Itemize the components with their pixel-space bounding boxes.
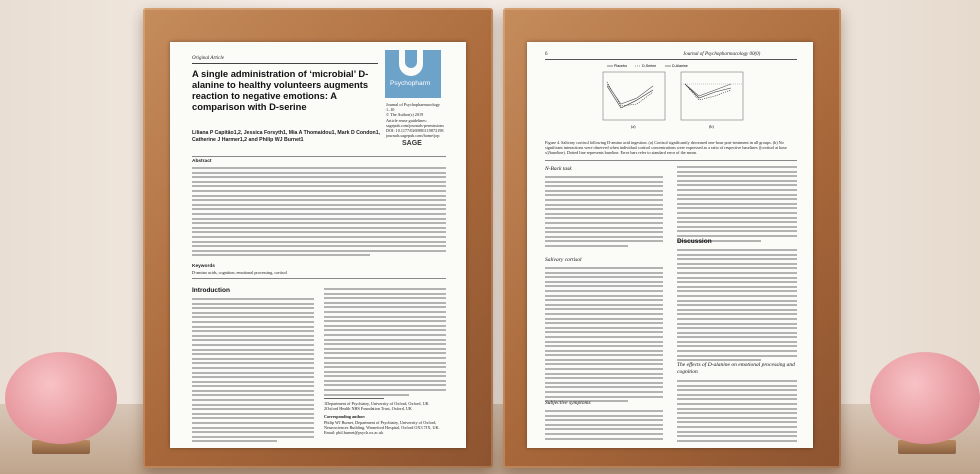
nback-text [545,176,663,250]
panel-label-b: (b) [709,124,714,129]
intro-column-right [324,288,446,398]
heading-discussion: Discussion [677,238,712,245]
heading-subjective-symptoms: Subjective symptoms [545,400,591,406]
keywords: D-amino acids, cognition, emotional processing, cortisol [192,270,287,275]
right-article-page [527,42,813,448]
footnote-rule [324,398,384,399]
legend-placebo: Placebo [614,64,627,69]
figure-legend [607,64,688,68]
heading-effects-dalanine: The effects of D-alanine on emotional processing and cognition [677,362,795,375]
keywords-heading: Keywords [192,264,215,269]
cortisol-text [545,267,663,405]
heading-salivary-cortisol: Salivary cortisol [545,257,582,263]
header-rule [545,59,797,60]
article-type: Original Article [192,56,224,61]
journal-info: Journal of Psychopharmacology 1–10 © The Author(s) 2019 Article reuse guidelines: sagepub.com/journals-permissions DOI: 10.1177/0269881119872198 journals.sagepub.com/home/jop [386,102,445,139]
header-rule [192,63,378,64]
panel-label-a: (a) [631,124,636,129]
corresponding-author: Philip WJ Burnet, Department of Psychiatry, University of Oxford, Neurosciences Building, Warneford Hospital, Oxford OX3 7JX, UK. Email: phil.burnet@psych.ox.ac.uk [324,420,440,436]
legend-dalanine: D-Alanine [672,64,688,69]
effects-text [677,380,797,444]
cortisol-figure [593,62,753,134]
brain-left [5,352,117,444]
article-title: A single administration of ‘microbial’ D-alanine to healthy volunteers augments reaction to negative emotions: A comparison with D-serine [192,68,369,112]
abstract-rule [192,156,446,157]
page-number: 6 [545,52,548,57]
keywords-rule [192,278,446,279]
corresponding-heading: Corresponding author: [324,414,366,419]
discussion-text [677,249,797,364]
panel-b-series-placebo [685,84,731,98]
intro-column-left [192,298,314,445]
publisher-logo: SAGE [402,140,422,147]
panel-b [681,72,743,120]
introduction-heading: Introduction [192,287,230,294]
running-head: Journal of Psychopharmacology 00(0) [683,52,761,57]
authors: Liliana P Capitão1,2, Jessica Forsyth1, Mia A Thomaidou1, Mark D Condon1, Catherine J Harmer1,2 and Philip WJ Burnet1 [192,130,381,143]
caption-rule [545,160,797,161]
panel-a [603,72,665,120]
legend-dserine: D-Serine [642,64,657,69]
abstract-text [192,167,446,259]
heading-nback: N-Back task [545,166,572,172]
logo-text: Psychopharm [390,80,431,87]
abstract-heading: Abstract [192,159,212,164]
figure-caption: Figure 4. Salivary cortisol following D-amino acid ingestion. (a) Cortisol significantly decreased one-hour post-treatment in all groups. (b) No significant interactions were observed when individual cortisol concentrations were expressed as a ratio of respective baselines ([cortisol at hour x]/baseline). Dotted line represents baseline. Error bars refer to standard error of the mean. [545,140,787,156]
brain-right [870,352,980,444]
journal-logo [385,50,441,98]
left-article-page [170,42,466,448]
logo-u-icon [399,50,423,76]
affiliations: 1Department of Psychiatry, University of Oxford, Oxford, UK 2Oxford Health NHS Foundation Trust, Oxford, UK [324,401,429,412]
right-column-top-text [677,166,797,244]
subjective-text [545,410,663,442]
